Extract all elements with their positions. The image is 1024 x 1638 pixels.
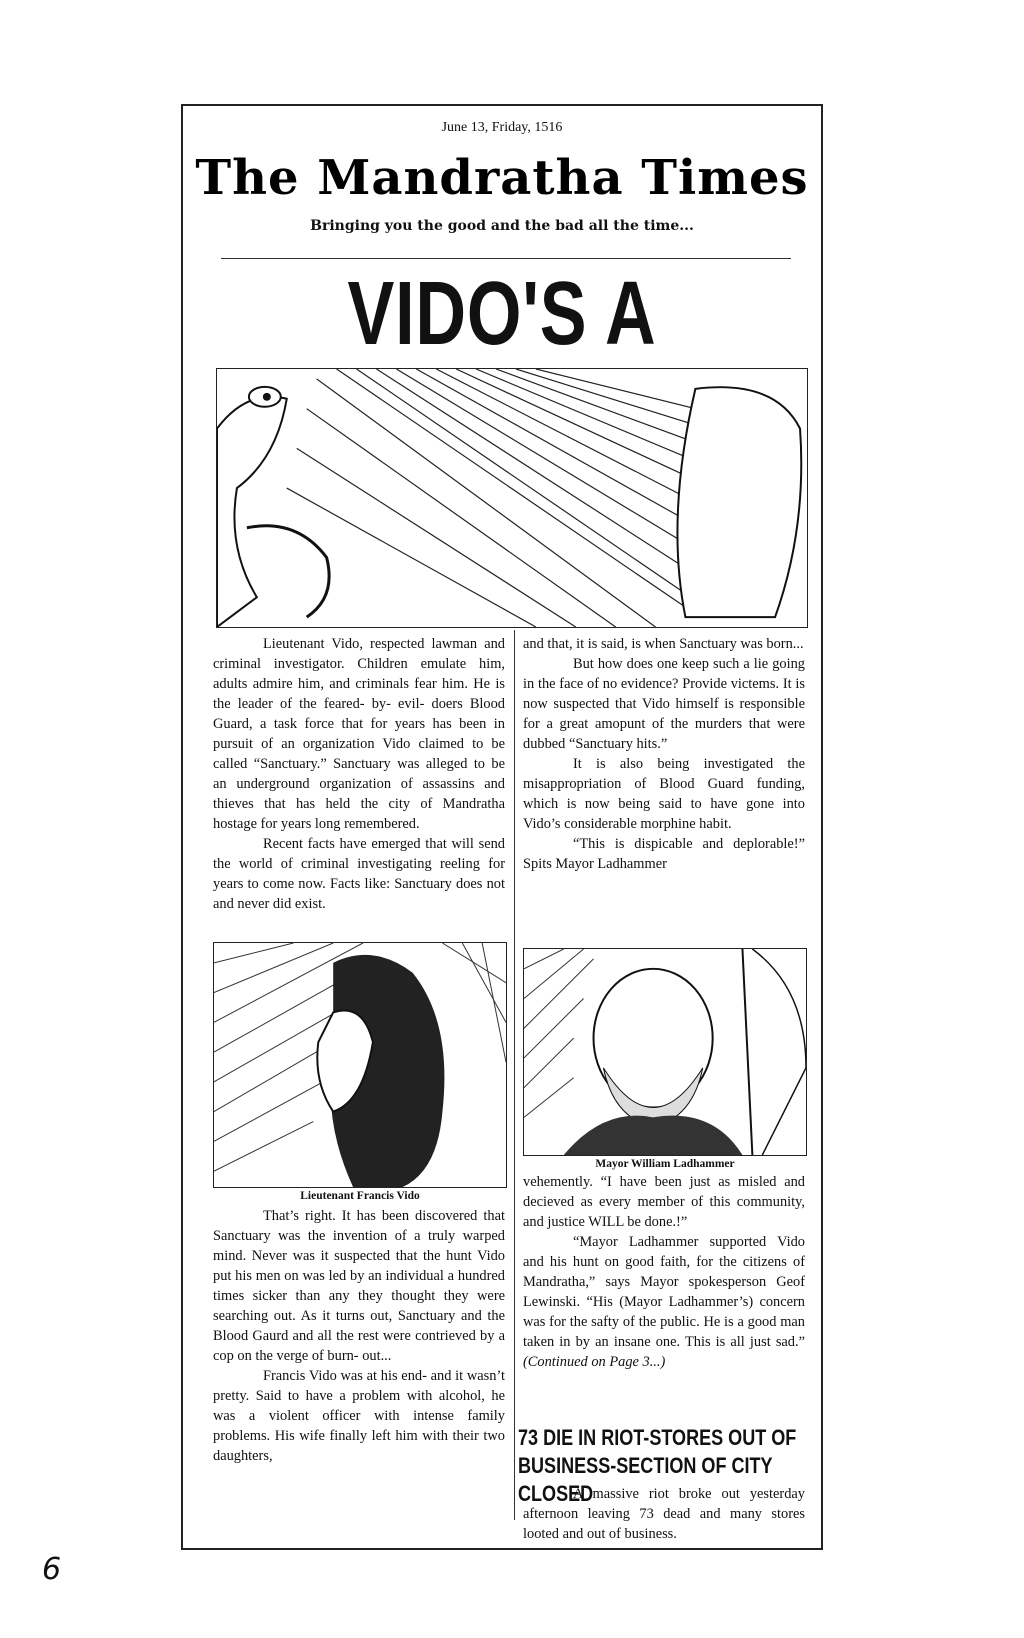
vido-portrait [213, 942, 507, 1188]
right-column-top [523, 634, 805, 874]
issue-date: June 13, Friday, 1516 [441, 120, 563, 135]
right-para-3: It is also being investigated the misappropriation of Blood Guard funding, which is now being said to have gone into Vido’s considerable morphine habit. [523, 756, 805, 832]
masthead-rule [221, 258, 791, 259]
headline-illustration [216, 368, 808, 628]
tagline: Bringing you the good and the bad all the time... [310, 218, 694, 234]
caption-mayor: Mayor William Ladhammer [595, 1158, 735, 1170]
right-para-5: vehemently. “I have been just as misled and decieved as every member of this community, and justice WILL be done.!” [523, 1174, 805, 1230]
left-para-3: That’s right. It has been discovered that Sanctuary was the invention of a truly warped mind. Never was it suspected that the hunt Vido put his men on was led by an individual a hundred times sicker than any they thought they were searching out. As it turns out, Sanctuary and the Blood Gaurd and all the rest were contrieved by a cop on the verge of burn- out... [213, 1208, 505, 1364]
left-para-1: Lieutenant Vido, respected lawman and criminal investigator. Children emulate him, adults admire him, and criminals fear him. He is the leader of the feared- by- evil- doers Blood Guard, a task force that for years has been in pursuit of an organization Vido claimed to be called “Sanctuary.” Sanctuary was alleged to be an underground organization of assassins and thieves that has held the city of Mandratha hostage for years long remembered. [213, 636, 505, 832]
right-column-bottom [523, 1172, 805, 1372]
right-para-1: and that, it is said, is when Sanctuary was born... [523, 636, 804, 652]
left-column-top [213, 634, 505, 914]
right-para-6 [523, 1232, 805, 1372]
right-para-2: But how does one keep such a lie going in the face of no evidence? Provide victems. It is now suspected that Vido himself is responsible for a great amopunt of the murders that were dubbed “Sanctuary hits.” [523, 656, 805, 752]
continued-link[interactable]: (Continued on Page 3...) [523, 1354, 666, 1370]
caption-vido: Lieutenant Francis Vido [300, 1190, 420, 1202]
page-number: 6 [42, 1552, 62, 1587]
left-column-bottom [213, 1206, 505, 1466]
column-divider [514, 630, 515, 1520]
masthead: The Mandratha Times [195, 150, 809, 206]
left-para-4: Francis Vido was at his end- and it wasn’t pretty. Said to have a problem with alcohol, he was a violent officer with intense family problems. His wife finally left him with their two daughters, [213, 1368, 505, 1464]
headline: VIDO'S A [347, 264, 657, 364]
right-para-7: A massive riot broke out yesterday afternoon leaving 73 dead and many stores looted and out of business. [523, 1486, 805, 1542]
riot-subheadline: 73 DIE IN RIOT-STORES OUT OF BUSINESS-SECTION OF CITY CLOSED [518, 1425, 797, 1506]
right-para-4: “This is dispicable and deplorable!” Spits Mayor Ladhammer [523, 836, 805, 872]
right-para-6-text: “Mayor Ladhammer supported Vido and his hunt on good faith, for the citizens of Mandratha,” says Mayor spokesperson Geof Lewinski. “His (Mayor Ladhammer’s) concern was for the safty of the public. He is a good man taken in by an insane one. This is all just sad.” [523, 1234, 805, 1350]
mayor-portrait [523, 948, 807, 1156]
riot-story [523, 1484, 805, 1544]
newspaper-page [181, 104, 823, 1550]
left-para-2: Recent facts have emerged that will send the world of criminal investigating reeling for years to come now. Facts like: Sanctuary does not and never did exist. [213, 836, 505, 912]
